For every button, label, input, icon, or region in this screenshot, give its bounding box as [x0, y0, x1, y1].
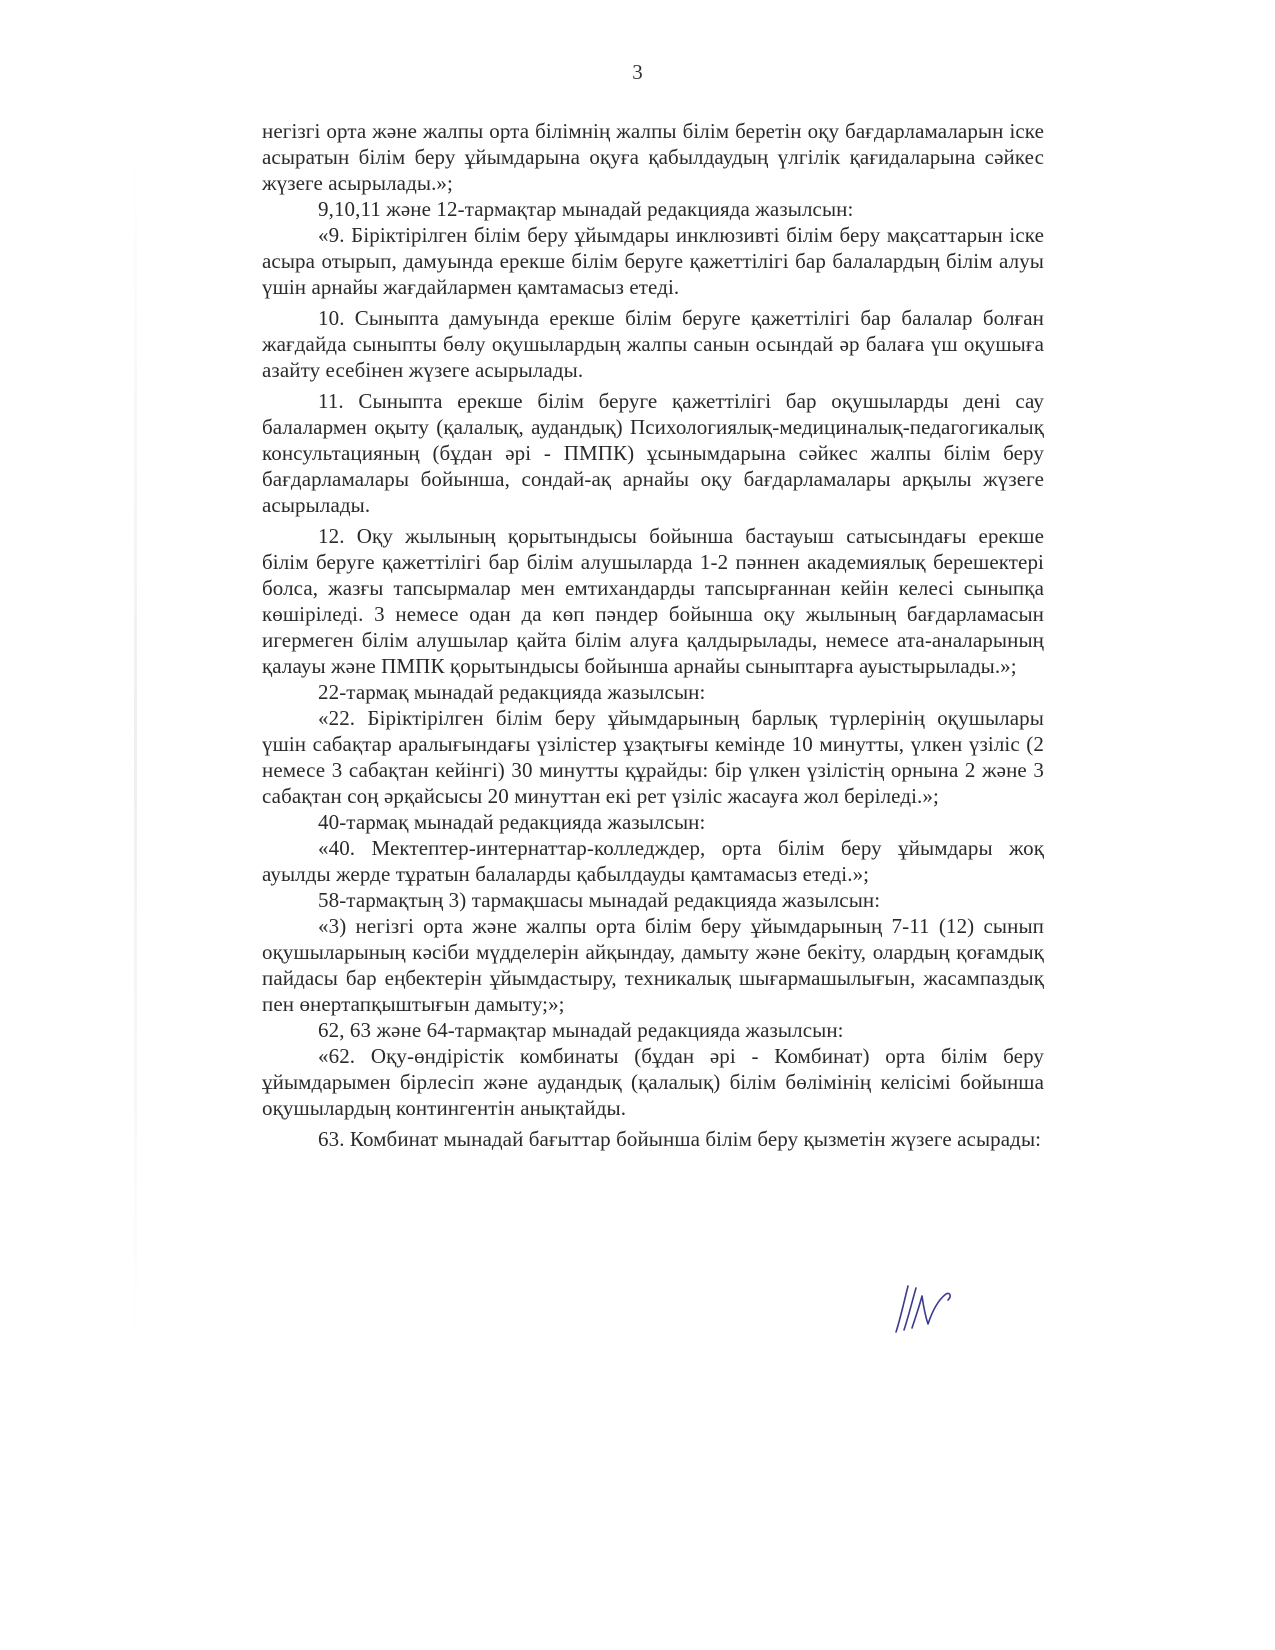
paragraph-subclause-3: «3) негізгі орта және жалпы орта білім беру ұйымдарының 7-11 (12) сынып оқушыларының кәсіби мүдделерін айқындау, дамыту және бекіту, олардың қоғамдық пайдасы бар еңбектерін ұйымдастыру, техникалық шығармашылығын, жасампаздық пен өнертапқыштығын дамыту;»;: [262, 914, 1044, 1016]
paragraph-clause-9: «9. Біріктірілген білім беру ұйымдары инклюзивті білім беру мақсаттарын іске асыра отырып, дамуында ерекше білім беруге қажеттілігі бар балалардың білім алуы үшін арнайы жағдайлармен қамтамасыз етеді.: [262, 223, 1044, 299]
paragraph-continuation: негізгі орта және жалпы орта білімнің жалпы білім беретін оқу бағдарламаларын іске асыратын білім беру ұйымдарына оқуға қабылдаудың үлгілік қағидаларына сәйкес жүзеге асырылады.»;: [262, 119, 1044, 195]
paragraph-amendment-heading: 40-тармақ мынадай редакцияда жазылсын:: [318, 810, 706, 834]
scan-edge-shadow: [134, 150, 137, 1350]
paragraph-clause-22: «22. Біріктірілген білім беру ұйымдарының барлық түрлерінің оқушылары үшін сабақтар аралығындағы үзілістер ұзақтығы кемінде 10 минутты, үлкен үзіліс (2 немесе 3 сабақтан кейінгі) 30 минутты құрайды: бір үлкен үзілістің орнына 2 және 3 сабақтан соң әрқайсысы 20 минуттан екі рет үзіліс жасауға жол беріледі.»;: [262, 706, 1044, 808]
document-body: [262, 118, 1044, 1152]
paragraph-amendment-heading: 22-тармақ мынадай редакцияда жазылсын:: [318, 680, 706, 704]
paragraph-clause-11: 11. Сыныпта ерекше білім беруге қажеттілігі бар оқушыларды дені сау балалармен оқыту (қалалық, аудандық) Психологиялық-медициналық-педагогикалық консультацияның (бұдан әрі - ПМПК) ұсынымдарына сәйкес жалпы білім беру бағдарламалары бойынша, сондай-ақ арнайы оқу бағдарламалары арқылы жүзеге асырылады.: [262, 389, 1044, 517]
paragraph-amendment-heading: 58-тармақтың 3) тармақшасы мынадай редакцияда жазылсын:: [318, 888, 881, 912]
paragraph-clause-62: «62. Оқу-өндірістік комбинаты (бұдан әрі - Комбинат) орта білім беру ұйымдарымен бірлесіп және аудандық (қалалық) білім бөлімінің келісімі бойынша оқушылардың контингентін анықтайды.: [262, 1044, 1044, 1120]
paragraph-amendment-heading: 9,10,11 және 12-тармақтар мынадай редакцияда жазылсын:: [318, 197, 854, 221]
paragraph-clause-10: 10. Сыныпта дамуында ерекше білім беруге қажеттілігі бар балалар болған жағдайда сыныпты бөлу оқушылардың жалпы санын осындай әр балаға үш оқушыға азайту есебінен жүзеге асырылады.: [262, 306, 1044, 382]
page-number: 3: [632, 60, 643, 84]
paragraph-clause-40: «40. Мектептер-интернаттар-колледждер, орта білім беру ұйымдары жоқ ауылды жерде тұратын балаларды қабылдауды қамтамасыз етеді.»;: [262, 836, 1044, 886]
paragraph-amendment-heading: 62, 63 және 64-тармақтар мынадай редакцияда жазылсын:: [318, 1018, 844, 1042]
paragraph-clause-12: 12. Оқу жылының қорытындысы бойынша бастауыш сатысындағы ерекше білім беруге қажеттілігі бар білім алушыларда 1-2 пәннен академиялық берешектері болса, жазғы тапсырмалар мен емтихандарды тапсырғаннан кейін келесі сыныпқа көшіріледі. 3 немесе одан да көп пәндер бойынша оқу жылының бағдарламасын игермеген білім алушылар қайта білім алуға қалдырылады, немесе ата-аналарының қалауы және ПМПК қорытындысы бойынша арнайы сыныптарға ауыстырылады.»;: [262, 524, 1044, 678]
handwritten-signature: [890, 1280, 960, 1340]
paragraph-clause-63: 63. Комбинат мынадай бағыттар бойынша білім беру қызметін жүзеге асырады:: [318, 1127, 1042, 1151]
